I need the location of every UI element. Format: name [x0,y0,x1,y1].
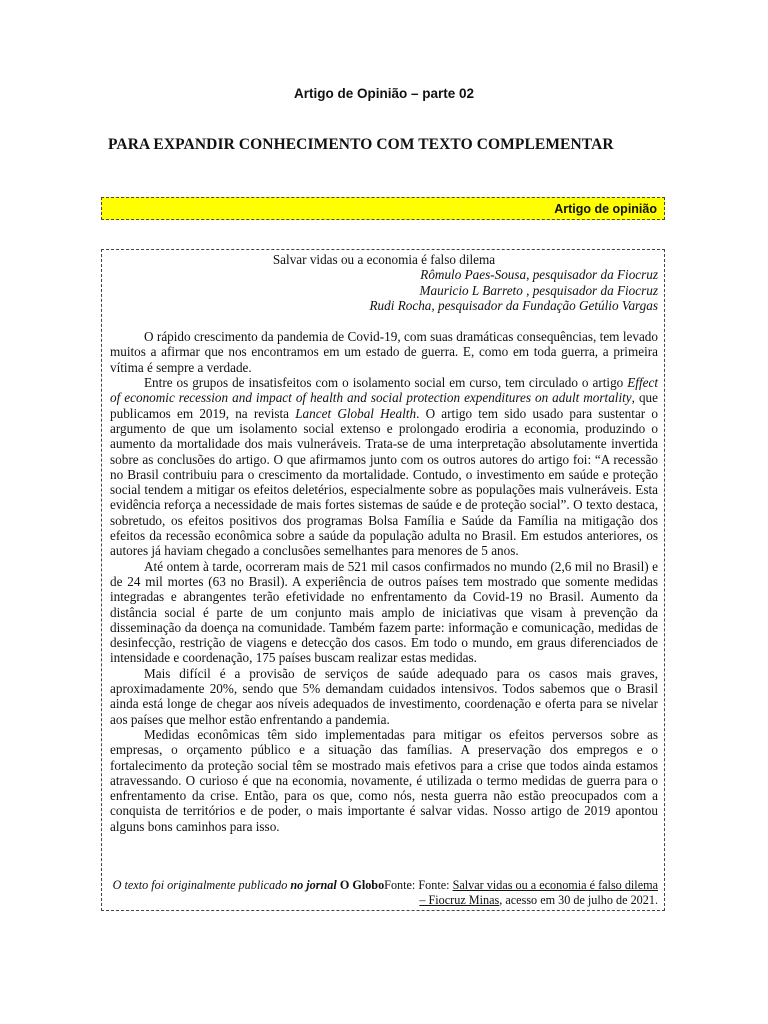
article-content [110,252,658,834]
paragraph-2 [110,375,658,559]
footer-newspaper: O Globo [336,878,385,892]
source-link[interactable]: Salvar vidas ou a economia é falso dilema – Fiocruz Minas [419,878,658,907]
footer-text-b: no jornal [290,878,337,892]
footer-text-d: Fonte: Fonte: [384,878,453,892]
p2-text-a: Entre os grupos de insatisfeitos com o isolamento social em curso, tem circulado o artigo [144,375,628,391]
article-title: Salvar vidas ou a economia é falso dilema [272,252,496,267]
section-label: Artigo de Opinião – parte 02 [293,86,475,101]
p2-journal-name: Lancet Global Health [295,405,417,421]
author-2: Mauricio L Barreto , pesquisador da Fiocruz [419,282,658,298]
paragraph-3: Até ontem à tarde, ocorreram mais de 521 mil casos confirmados no mundo (2,6 mil no Brasil) e de 24 mil mortes (63 no Brasil). A experiência de outros países tem mostrado que somente medidas integradas e abrangentes terão efetividade no enfrentamento da Covid-19 no Brasil. Aumento da distância social é parte de um conjunto mais amplo de iniciativas que visam à prevenção da disseminação da doença na comunidade. Também fazem parte: informação e comunicação, medidas de desinfecção, restrição de viagens e detecção dos casos. Em todo o mundo, em graus diferenciados de intensidade e coordenação, 175 países buscam realizar estas medidas. [110,558,658,666]
p2-text-c: , que publicamos em 2019, na revista [110,390,658,421]
paragraph-4: Mais difícil é a provisão de serviços de saúde adequado para os casos mais graves, aproximadamente 20%, sendo que 5% demandam cuidados intensivos. Todos sabemos que o Brasil ainda está longe de chegar aos níveis adequados de investimento, coordenação e oferta para se nivelar aos países que melhor estão enfrentando a pandemia. [110,665,658,727]
banner-label: Artigo de opinião [554,202,657,216]
paragraph-5: Medidas econômicas têm sido implementadas para mitigar os efeitos perversos sobre as empresas, o orçamento público e a situação das famílias. A preservação dos empregos e o fortalecimento da proteção social têm se mostrado mais efetivos para a crise que todos ainda estamos atravessando. O curioso é que na economia, novamente, é utilizada o termo medidas de guerra para o enfrentamento da crise. Então, para os que, como nós, nesta guerra não estão preocupados com a conquista de territórios e de poder, o mais importante é salvar vidas. Nosso artigo de 2019 apontou alguns bons caminhos para isso. [110,726,658,834]
p2-article-name: Effect of economic recession and impact of health and social protection expenditures on adult mortality [110,375,658,406]
author-3: Rudi Rocha, pesquisador da Fundação Getúlio Vargas [369,297,658,313]
author-1: Rômulo Paes-Sousa, pesquisador da Fiocruz [420,267,658,283]
source-footer [110,878,658,907]
paragraph-1: O rápido crescimento da pandemia de Covid-19, com suas dramáticas consequências, tem levado muitos a afirmar que nos encontramos em um estado de guerra. E, como em toda guerra, a primeira vítima é sempre a verdade. [110,329,658,375]
footer-text-e: , acesso em 30 de julho de 2021. [499,892,658,907]
article-box [101,249,665,911]
page-title: PARA EXPANDIR CONHECIMENTO COM TEXTO COMPLEMENTAR [108,136,614,153]
article-type-banner [101,197,665,220]
footer-text-a: O texto foi originalmente publicado [112,878,291,892]
p2-text-e: . O artigo tem sido usado para sustentar o argumento de que um isolamento social extenso e prolongado erodiria a economia, produzindo o aumento da mortalidade dos mais vulneráveis. Trata-se de uma interpretação absolutamente invertida sobre as conclusões do artigo. O que afirmamos junto com os outros autores do artigo foi: “A recessão no Brasil contribuiu para o crescimento da mortalidade. Contudo, o investimento em saúde e proteção social tendem a mitigar os efeitos deletérios, especialmente sobre as populações mais vulneráveis. Esta evidência reforça a necessidade de mais fortes sistemas de saúde e de proteção social”. O texto destaca, sobretudo, os efeitos positivos dos programas Bolsa Família e Saúde da Família na mitigação dos efeitos da recessão econômica sobre a saúde da população adulta no Brasil. Em estudos anteriores, os autores já haviam chegado a conclusões semelhantes para menores de 5 anos. [110,405,658,559]
